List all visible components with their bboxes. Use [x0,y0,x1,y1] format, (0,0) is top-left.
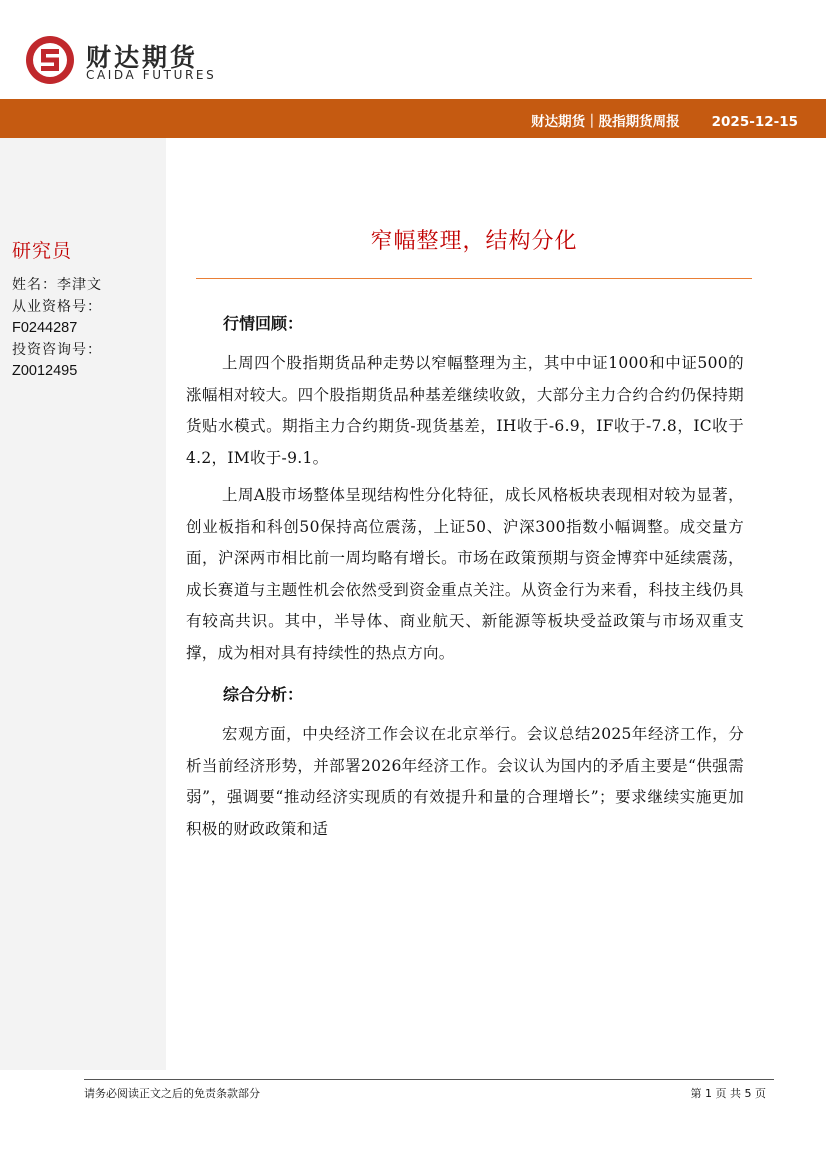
researcher-name: 姓名：李津文 [12,277,102,293]
paragraph: 上周A股市场整体呈现结构性分化特征，成长风格板块表现相对较为显著，创业板指和科创50保持高位震荡，上证50、沪深300指数小幅调整。成交量方面，沪深两市相比前一周均略有增长。市场在政策预期与资金博弈中延续震荡，成长赛道与主题性机会依然受到资金重点关注。从资金行为来看，科技主线仍具有较高共识。其中，半导体、商业航天、新能源等板块受益政策与市场双重支撑，成为相对具有持续性的热点方向。 [186,486,744,662]
report-name: 财达期货｜股指期货周报 [531,114,680,130]
consult-label: 投资咨询号： [12,341,102,358]
qualification-code: F0244287 [12,320,78,336]
footer-divider [84,1079,774,1080]
paragraph: 宏观方面，中央经济工作会议在北京举行。会议总结2025年经济工作，分析当前经济形势，并部署2026年经济工作。会议认为国内的矛盾主要是“供强需弱”，强调要“推动经济实现质的有效提升和量的合理增长”；要求继续实施更加积极的财政政策和适 [186,725,744,838]
header-bar [0,99,826,138]
sidebar-heading: 研究员 [12,240,73,262]
report-title: 窄幅整理，结构分化 [370,229,578,254]
footer-disclaimer: 请务必阅读正文之后的免责条款部分 [84,1087,260,1100]
title-divider [196,278,752,279]
header-bar-text [531,110,798,130]
researcher-sidebar [12,236,162,383]
section-heading: 综合分析： [223,685,304,704]
report-body [186,312,744,851]
report-date: 2025-12-15 [711,114,798,130]
brand-name-cn: 财达期货 [86,43,199,72]
company-logo [24,34,224,90]
consult-code: Z0012495 [12,363,78,379]
page-number: 第 1 页 共 5 页 [690,1087,766,1100]
caida-logo-icon [24,34,76,86]
paragraph: 上周四个股指期货品种走势以窄幅整理为主，其中中证1000和中证500的涨幅相对较大。四个股指期货品种基差继续收敛，大部分主力合约合约仍保持期货贴水模式。期指主力合约期货-现货基差，IH收于-6.9，IF收于-7.8，IC收于4.2，IM收于-9.1。 [186,354,744,467]
brand-name-en: CAIDA FUTURES [86,68,217,82]
section-heading: 行情回顾： [223,314,304,333]
qualification-label: 从业资格号： [12,298,102,315]
